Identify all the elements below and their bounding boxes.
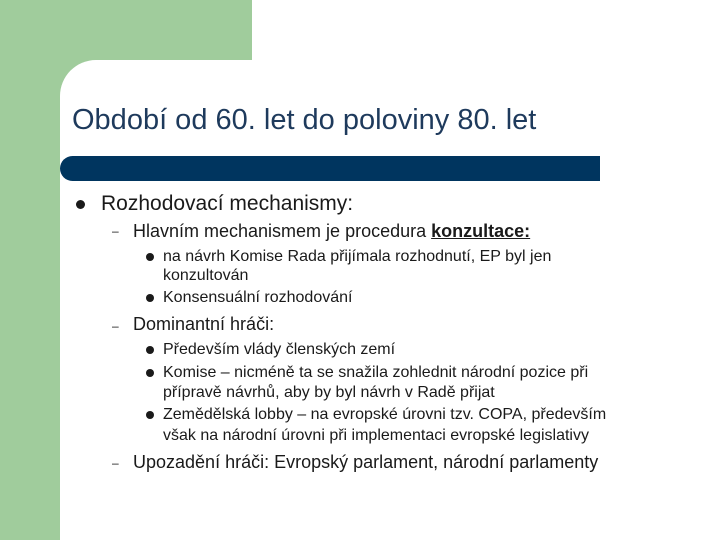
point-agricultural-lobby-line1: Zemědělská lobby – na evropské úrovni tzv. COPA, především — [163, 406, 607, 423]
bullet-dot-icon — [146, 411, 154, 419]
title-underline-bar — [60, 156, 600, 181]
sub-bullet-dominant-players: Dominantní hráči: — [133, 314, 275, 334]
bullet-dot-icon — [76, 200, 85, 209]
point-commission-line1: Komise – nicméně ta se snažila zohlednit národní pozice při — [163, 364, 589, 381]
slide-title: Období od 60. let do poloviny 80. let — [72, 104, 537, 136]
point-member-governments: Především vlády členských zemí — [163, 341, 396, 358]
consultation-term: konzultace: — [431, 221, 531, 241]
dash-icon: – — [112, 319, 119, 333]
dash-icon: – — [112, 224, 119, 238]
green-left-strip — [0, 0, 60, 540]
dash-icon: – — [112, 456, 119, 470]
bullet-dot-icon — [146, 294, 154, 302]
point-consensual-decision: Konsensuální rozhodování — [163, 289, 353, 306]
bullet-dot-icon — [146, 346, 154, 354]
point-agricultural-lobby-line2: však na národní úrovni při implementaci evropské legislativy — [163, 427, 589, 444]
sub-bullet-sidelined-players: Upozadění hráči: Evropský parlament, národní parlamenty — [133, 452, 599, 472]
bullet-dot-icon — [146, 369, 154, 377]
point-commission-line2: přípravě návrhů, aby by byl návrh v Radě přijat — [163, 384, 495, 401]
sub-bullet-main-mechanism — [133, 221, 530, 242]
bullet-decision-mechanisms: Rozhodovací mechanismy: — [101, 192, 354, 215]
bullet-dot-icon — [146, 253, 154, 261]
sub-bullet-main-mechanism-text: Hlavním mechanismem je procedura — [133, 221, 432, 241]
point-commission-proposal-line2: konzultován — [163, 267, 249, 284]
point-commission-proposal-line1: na návrh Komise Rada přijímala rozhodnutí, EP byl jen — [163, 248, 552, 265]
